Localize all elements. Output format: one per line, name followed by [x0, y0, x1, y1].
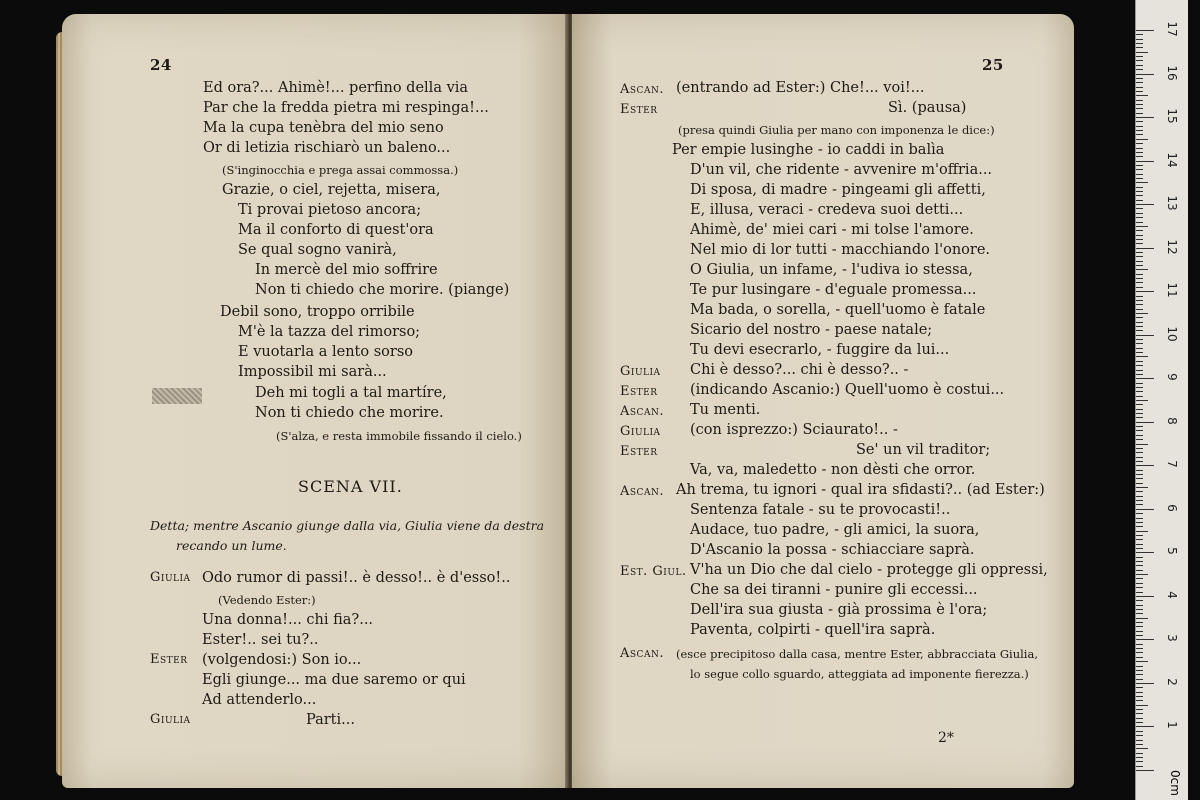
ruler-tick	[1136, 596, 1154, 597]
ruler-tick	[1136, 82, 1143, 83]
ruler-tick	[1136, 161, 1154, 162]
ruler-tick	[1136, 39, 1143, 40]
ruler-tick	[1136, 448, 1143, 449]
ruler-tick	[1136, 731, 1143, 732]
ruler-tick	[1136, 696, 1143, 697]
ruler-tick	[1136, 483, 1143, 484]
dialogue-line: (volgendosi:) Son io...	[202, 652, 362, 668]
dialogue-line: D'Ascanio la possa - schiacciare saprà.	[690, 542, 975, 558]
ruler-number: 4	[1165, 591, 1179, 599]
ruler-tick	[1136, 195, 1143, 196]
ruler-tick	[1136, 387, 1143, 388]
ruler-tick	[1136, 335, 1154, 336]
stage-direction: (S'alza, e resta immobile fissando il cielo.)	[276, 429, 522, 443]
dialogue-line: (con isprezzo:) Sciaurato!.. -	[690, 422, 898, 438]
ruler-tick	[1136, 770, 1154, 771]
stage-direction: (Vedendo Ester:)	[218, 593, 316, 607]
ruler-tick	[1136, 217, 1143, 218]
ruler-tick	[1136, 452, 1143, 453]
ruler-tick	[1136, 352, 1143, 353]
ruler-tick	[1136, 274, 1143, 275]
speaker-name: Ascan.	[620, 646, 664, 661]
ruler-tick	[1136, 522, 1143, 523]
dialogue-line: Ahimè, de' miei cari - mi tolse l'amore.	[690, 222, 974, 238]
ruler-tick	[1136, 735, 1143, 736]
ruler-number: 1	[1165, 721, 1179, 730]
ruler-tick	[1136, 113, 1143, 114]
speaker-name: Giulia	[620, 424, 661, 439]
ruler-tick	[1136, 343, 1143, 344]
ruler-tick	[1136, 491, 1143, 492]
scene-title: SCENA VII.	[298, 477, 403, 496]
signature-mark: 2*	[938, 730, 954, 746]
ruler-number: 16	[1165, 64, 1179, 81]
ruler-tick	[1136, 474, 1143, 475]
ruler-tick	[1136, 552, 1154, 553]
ruler-tick	[1136, 370, 1143, 371]
ruler-tick	[1136, 100, 1143, 101]
ruler-tick	[1136, 740, 1143, 741]
ruler-tick	[1136, 644, 1143, 645]
ruler-tick	[1136, 165, 1143, 166]
ruler-tick	[1136, 487, 1148, 488]
ruler-tick	[1136, 748, 1148, 749]
dialogue-line: Chi è desso?... chi è desso?.. -	[690, 362, 909, 378]
ruler-tick	[1136, 609, 1143, 610]
ruler-tick	[1136, 309, 1143, 310]
ruler-tick	[1136, 30, 1154, 31]
ruler-tick	[1136, 674, 1143, 675]
dialogue-line: Ah trema, tu ignori - qual ira sfidasti?.. (ad Ester:)	[676, 482, 1045, 498]
stage-direction: (presa quindi Giulia per mano con imponenza le dice:)	[678, 123, 995, 137]
ruler-tick	[1136, 570, 1143, 571]
ruler-tick	[1136, 426, 1143, 427]
ruler-tick	[1136, 43, 1143, 44]
dialogue-line: Dell'ira sua giusta - già prossima è l'ora;	[690, 602, 988, 618]
dialogue-line: Se' un vil traditor;	[856, 442, 991, 458]
dialogue-line: Una donna!... chi fia?...	[202, 612, 374, 628]
verse-line: Impossibil mi sarà...	[238, 364, 387, 380]
speaker-name: Giulia	[150, 570, 191, 585]
ruler-tick	[1136, 383, 1143, 384]
ruler-tick	[1136, 130, 1143, 131]
ruler-tick	[1136, 444, 1148, 445]
ruler-tick	[1136, 261, 1143, 262]
dialogue-line: Sicario del nostro - paese natale;	[690, 322, 933, 338]
verse-line: Se qual sogno vanirà,	[238, 242, 397, 258]
ruler-tick	[1136, 631, 1143, 632]
verse-line: Deh mi togli a tal martíre,	[255, 385, 447, 401]
page-number-right: 25	[982, 56, 1004, 74]
ruler-tick	[1136, 600, 1143, 601]
stage-direction: (esce precipitoso dalla casa, mentre Ester, abbracciata Giulia,	[676, 647, 1038, 661]
speaker-name: Ester	[150, 652, 188, 667]
ruler-tick	[1136, 687, 1143, 688]
right-page	[572, 14, 1074, 788]
ruler-tick	[1136, 539, 1143, 540]
ruler-tick	[1136, 726, 1154, 727]
verse-line: Or di letizia rischiarò un baleno...	[203, 140, 451, 156]
ruler-tick	[1136, 208, 1143, 209]
speaker-name: Est. Giul.	[620, 564, 687, 579]
verse-line: Ma la cupa tenèbra del mio seno	[203, 120, 444, 136]
ruler-tick	[1136, 239, 1143, 240]
ruler-tick	[1136, 191, 1143, 192]
ruler-tick	[1136, 313, 1148, 314]
ruler-tick	[1136, 356, 1148, 357]
ruler-tick	[1136, 252, 1143, 253]
ruler-tick	[1136, 509, 1154, 510]
ruler-tick	[1136, 143, 1143, 144]
ruler-number: 12	[1165, 239, 1179, 255]
ruler-tick	[1136, 152, 1143, 153]
ruler-tick	[1136, 134, 1143, 135]
ruler-tick	[1136, 230, 1143, 231]
ruler-tick	[1136, 74, 1154, 75]
ruler-tick	[1136, 396, 1143, 397]
dialogue-line: Di sposa, di madre - pingeami gli affetti,	[690, 182, 986, 198]
ruler-tick	[1136, 117, 1154, 118]
ruler-number: 10	[1165, 326, 1179, 342]
ruler-tick	[1136, 374, 1143, 375]
ruler-tick	[1136, 661, 1148, 662]
dialogue-line: Sì. (pausa)	[888, 100, 967, 116]
dialogue-line: Che sa dei tiranni - punire gli eccessi...	[690, 582, 978, 598]
scene-intro: Detta; mentre Ascanio giunge dalla via, Giulia viene da destra	[150, 518, 545, 533]
speaker-name: Giulia	[150, 712, 191, 727]
ruler-tick	[1136, 713, 1143, 714]
ruler-tick	[1136, 478, 1143, 479]
dialogue-line: Ester!.. sei tu?..	[202, 632, 319, 648]
left-page	[62, 14, 568, 788]
page-number-left: 24	[150, 56, 172, 74]
ruler-tick	[1136, 278, 1143, 279]
ruler-tick	[1136, 700, 1143, 701]
ruler-tick	[1136, 69, 1143, 70]
verse-line: Par che la fredda pietra mi respinga!...	[203, 100, 489, 116]
ruler-tick	[1136, 187, 1143, 188]
ruler-tick	[1136, 565, 1143, 566]
speaker-name: Ascan.	[620, 404, 664, 419]
speaker-name: Ascan.	[620, 82, 664, 97]
verse-line: Non ti chiedo che morire.	[255, 405, 444, 421]
ruler-tick	[1136, 282, 1143, 283]
dialogue-line: Parti...	[306, 712, 355, 728]
ruler-tick	[1136, 348, 1143, 349]
ruler-tick	[1136, 121, 1143, 122]
ruler-tick	[1136, 544, 1143, 545]
ruler-tick	[1136, 622, 1143, 623]
ruler-number: 9	[1165, 373, 1179, 382]
ruler-tick	[1136, 766, 1143, 767]
ruler-number: 13	[1165, 195, 1179, 211]
dialogue-line: Tu menti.	[690, 402, 761, 418]
ruler-tick	[1136, 265, 1143, 266]
ruler-tick	[1136, 91, 1143, 92]
ruler-tick	[1136, 652, 1143, 653]
ruler-tick	[1136, 269, 1148, 270]
ruler-number: 14	[1165, 151, 1179, 168]
ruler-tick	[1136, 322, 1143, 323]
ruler-tick	[1136, 496, 1143, 497]
dialogue-line: (entrando ad Ester:) Che!... voi!...	[676, 80, 925, 96]
ruler-tick	[1136, 156, 1143, 157]
ruler-number: 2	[1165, 678, 1179, 686]
ruler-tick	[1136, 583, 1143, 584]
ruler-tick	[1136, 361, 1143, 362]
ruler-tick	[1136, 613, 1143, 614]
ruler-tick	[1136, 287, 1143, 288]
ruler-tick	[1136, 457, 1143, 458]
ruler-tick	[1136, 300, 1143, 301]
ruler-tick	[1136, 526, 1143, 527]
ruler-tick	[1136, 34, 1143, 35]
ruler-tick	[1136, 178, 1143, 179]
dialogue-line: Per empie lusinghe - io caddi in balìa	[672, 142, 945, 158]
open-book	[62, 14, 1074, 788]
ruler-tick	[1136, 705, 1148, 706]
ruler-tick	[1136, 470, 1143, 471]
ruler-tick	[1136, 670, 1143, 671]
ruler-tick	[1136, 587, 1143, 588]
ruler-tick	[1136, 256, 1143, 257]
dialogue-line: (indicando Ascanio:) Quell'uomo è costui...	[690, 382, 1005, 398]
dialogue-line: Ma bada, o sorella, - quell'uomo è fatale	[690, 302, 986, 318]
ruler-tick	[1136, 761, 1143, 762]
ruler-tick	[1136, 95, 1148, 96]
ruler-tick	[1136, 605, 1143, 606]
ruler-tick	[1136, 757, 1143, 758]
ruler-tick	[1136, 169, 1143, 170]
ruler-number: 15	[1165, 108, 1179, 124]
ruler-tick	[1136, 465, 1154, 466]
dialogue-line: Audace, tuo padre, - gli amici, la suora,	[690, 522, 980, 538]
ruler-tick	[1136, 174, 1143, 175]
ruler-tick	[1136, 422, 1154, 423]
ruler-tick	[1136, 718, 1143, 719]
dialogue-line: Nel mio di lor tutti - macchiando l'onore.	[690, 242, 991, 258]
dialogue-line: Te pur lusingare - d'eguale promessa...	[690, 282, 977, 298]
ruler-tick	[1136, 317, 1143, 318]
dialogue-line: O Giulia, un infame, - l'udiva io stessa,	[690, 262, 973, 278]
speaker-name: Ester	[620, 384, 658, 399]
ruler-tick	[1136, 666, 1143, 667]
ruler-tick	[1136, 417, 1143, 418]
ruler-tick	[1136, 235, 1143, 236]
ruler-tick	[1136, 200, 1143, 201]
ruler-tick	[1136, 139, 1148, 140]
ruler-tick	[1136, 52, 1148, 53]
ruler-tick	[1136, 404, 1143, 405]
ruler-tick	[1136, 296, 1143, 297]
ruler-tick	[1136, 148, 1143, 149]
verse-line: M'è la tazza del rimorso;	[238, 324, 421, 340]
ruler-tick	[1136, 365, 1143, 366]
ruler-tick	[1136, 182, 1148, 183]
ruler-tick	[1136, 378, 1154, 379]
ruler-number: 11	[1165, 282, 1179, 298]
ruler-tick	[1136, 78, 1143, 79]
library-stamp	[152, 388, 202, 404]
ruler-tick	[1136, 500, 1143, 501]
ruler-tick	[1136, 339, 1143, 340]
ruler-tick	[1136, 679, 1143, 680]
ruler-number: 17	[1165, 21, 1179, 37]
dialogue-line: Va, va, maledetto - non dèsti che orror.	[690, 462, 976, 478]
verse-line: Debil sono, troppo orribile	[220, 304, 415, 320]
measuring-ruler	[1135, 0, 1188, 800]
dialogue-line: Sentenza fatale - su te provocasti!..	[690, 502, 951, 518]
ruler-tick	[1136, 561, 1143, 562]
ruler-tick	[1136, 47, 1143, 48]
stage-direction: (S'inginocchia e prega assai commossa.)	[222, 163, 459, 177]
verse-line: E vuotarla a lento sorso	[238, 344, 413, 360]
ruler-tick	[1136, 744, 1143, 745]
ruler-tick	[1136, 557, 1143, 558]
dialogue-line: V'ha un Dio che dal cielo - protegge gli oppressi,	[690, 562, 1048, 578]
ruler-tick	[1136, 60, 1143, 61]
ruler-tick	[1136, 592, 1143, 593]
ruler-tick	[1136, 683, 1154, 684]
dialogue-line: Tu devi esecrarlo, - fuggire da lui...	[690, 342, 950, 358]
ruler-tick	[1136, 222, 1143, 223]
dialogue-line: Egli giunge... ma due saremo or qui	[202, 672, 466, 688]
ruler-tick	[1136, 518, 1143, 519]
verse-line: Ti provai pietoso ancora;	[238, 202, 422, 218]
verse-line: Ma il conforto di quest'ora	[238, 222, 434, 238]
ruler-number: 7	[1165, 460, 1179, 469]
ruler-tick	[1136, 326, 1143, 327]
ruler-tick	[1136, 243, 1143, 244]
ruler-tick	[1136, 213, 1143, 214]
ruler-tick	[1136, 108, 1143, 109]
ruler-tick	[1136, 513, 1143, 514]
ruler-tick	[1136, 126, 1143, 127]
ruler-tick	[1136, 304, 1143, 305]
verse-line: Non ti chiedo che morire. (piange)	[255, 282, 510, 298]
verse-line: Grazie, o ciel, rejetta, misera,	[222, 182, 441, 198]
ruler-tick	[1136, 618, 1148, 619]
ruler-tick	[1136, 535, 1143, 536]
ruler-tick	[1136, 65, 1143, 66]
ruler-tick	[1136, 722, 1143, 723]
ruler-unit-label: 0cm	[1167, 770, 1182, 796]
ruler-tick	[1136, 548, 1143, 549]
ruler-tick	[1136, 657, 1143, 658]
stage-direction: lo segue collo sguardo, atteggiata ad imponente fierezza.)	[690, 667, 1029, 681]
ruler-tick	[1136, 330, 1143, 331]
dialogue-line: E, illusa, veraci - credeva suoi detti...	[690, 202, 964, 218]
dialogue-line: Odo rumor di passi!.. è desso!.. è d'esso!..	[202, 570, 511, 586]
ruler-tick	[1136, 461, 1143, 462]
dialogue-line: Ad attenderlo...	[202, 692, 317, 708]
ruler-number: 5	[1165, 547, 1179, 556]
ruler-tick	[1136, 87, 1143, 88]
ruler-number: 8	[1165, 416, 1179, 425]
ruler-tick	[1136, 204, 1154, 205]
ruler-tick	[1136, 104, 1143, 105]
speaker-name: Ascan.	[620, 484, 664, 499]
ruler-tick	[1136, 413, 1143, 414]
ruler-tick	[1136, 226, 1148, 227]
ruler-number: 6	[1165, 503, 1179, 512]
ruler-tick	[1136, 692, 1143, 693]
scene-intro: recando un lume.	[176, 538, 287, 553]
verse-line: Ed ora?... Ahimè!... perfino della via	[203, 80, 469, 96]
dialogue-line: Paventa, colpirti - quell'ira saprà.	[690, 622, 936, 638]
ruler-tick	[1136, 56, 1143, 57]
ruler-tick	[1136, 531, 1148, 532]
ruler-number: 3	[1165, 634, 1179, 643]
ruler-tick	[1136, 753, 1143, 754]
ruler-tick	[1136, 400, 1148, 401]
ruler-tick	[1136, 391, 1143, 392]
ruler-tick	[1136, 635, 1143, 636]
ruler-tick	[1136, 430, 1143, 431]
ruler-tick	[1136, 626, 1143, 627]
ruler-tick	[1136, 504, 1143, 505]
ruler-tick	[1136, 409, 1143, 410]
ruler-tick	[1136, 439, 1143, 440]
ruler-tick	[1136, 435, 1143, 436]
ruler-tick	[1136, 639, 1154, 640]
ruler-tick	[1136, 574, 1148, 575]
speaker-name: Ester	[620, 444, 658, 459]
ruler-tick	[1136, 291, 1154, 292]
ruler-tick	[1136, 578, 1143, 579]
speaker-name: Giulia	[620, 364, 661, 379]
speaker-name: Ester	[620, 102, 658, 117]
ruler-tick	[1136, 248, 1154, 249]
verse-line: In mercè del mio soffrire	[255, 262, 438, 278]
dialogue-line: D'un vil, che ridente - avvenire m'offria...	[690, 162, 993, 178]
ruler-tick	[1136, 709, 1143, 710]
ruler-tick	[1136, 648, 1143, 649]
